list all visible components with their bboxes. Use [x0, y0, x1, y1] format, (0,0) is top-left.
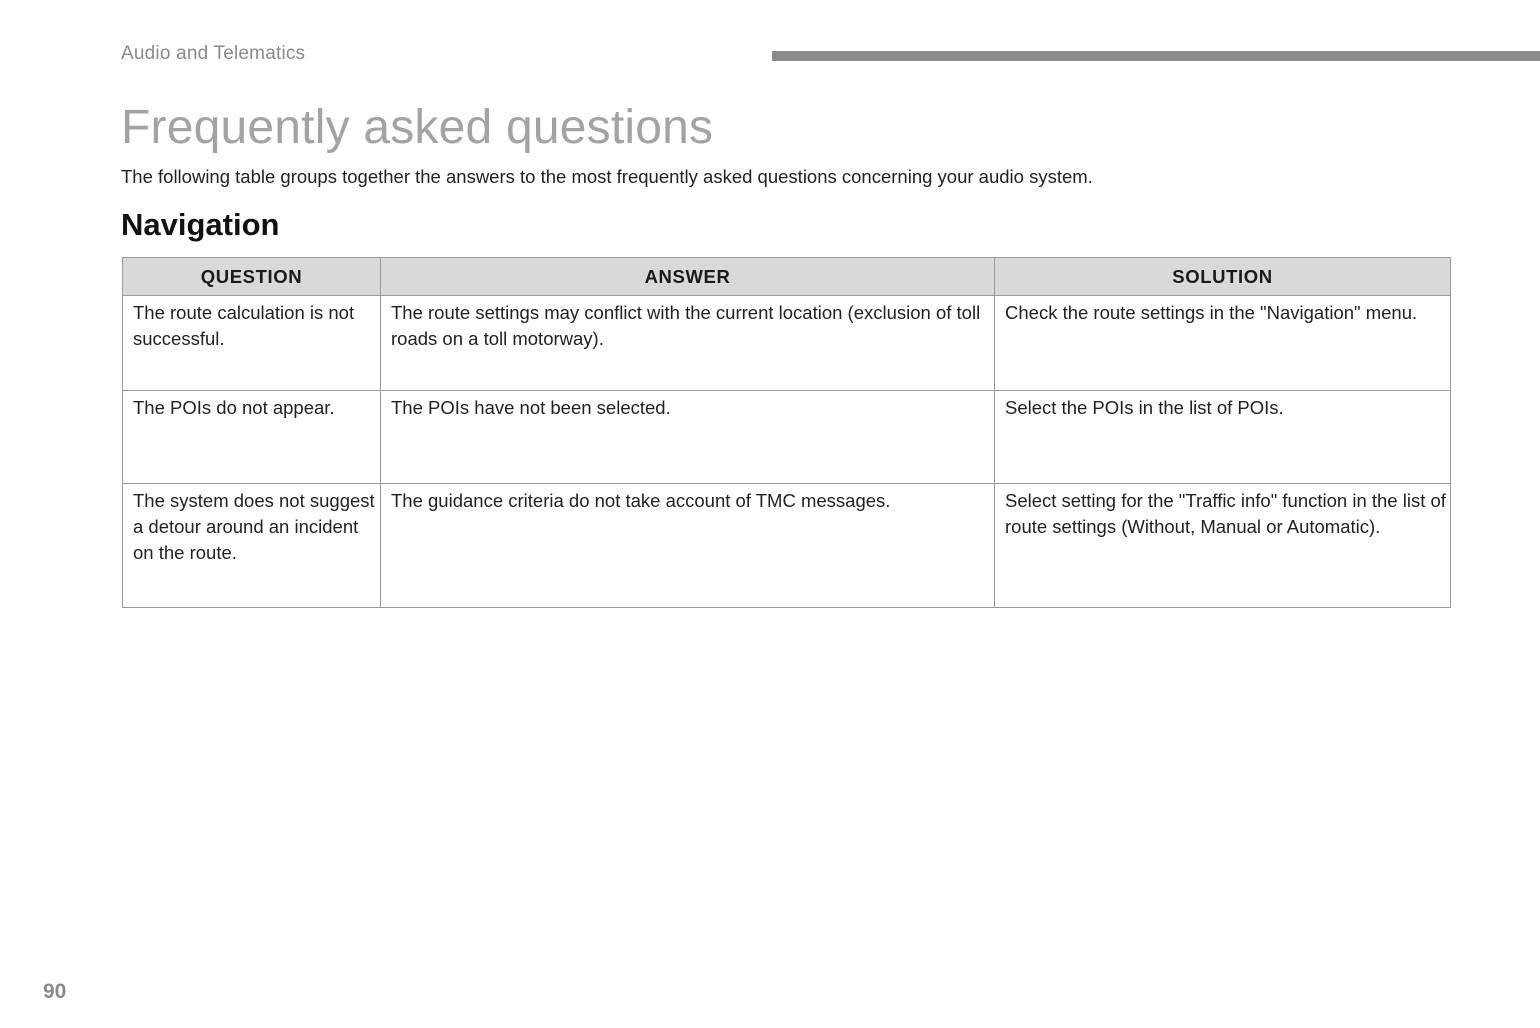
table-row [123, 296, 1451, 391]
table-row [123, 484, 1451, 608]
solution-cell: Select setting for the "Traffic info" function in the list of route settings (Without, Manual or Automatic). [995, 484, 1451, 608]
question-cell: The route calculation is not successful. [123, 296, 381, 391]
table-header-row [123, 258, 1451, 296]
column-header-question: QUESTION [123, 258, 381, 296]
column-header-solution: SOLUTION [995, 258, 1451, 296]
page-title: Frequently asked questions [121, 101, 714, 154]
answer-cell: The route settings may conflict with the current location (exclusion of toll roads on a toll motorway). [381, 296, 995, 391]
table-row [123, 391, 1451, 484]
intro-text: The following table groups together the answers to the most frequently asked questions concerning your audio system. [121, 166, 1093, 187]
column-header-answer: ANSWER [381, 258, 995, 296]
solution-cell: Select the POIs in the list of POIs. [995, 391, 1451, 484]
answer-cell: The guidance criteria do not take account of TMC messages. [381, 484, 995, 608]
page-number: 90 [43, 980, 67, 1003]
answer-cell: The POIs have not been selected. [381, 391, 995, 484]
section-heading: Navigation [121, 207, 280, 242]
header-bar [772, 51, 1540, 61]
question-cell: The POIs do not appear. [123, 391, 381, 484]
faq-table [122, 257, 1451, 608]
question-cell: The system does not suggest a detour around an incident on the route. [123, 484, 381, 608]
section-label: Audio and Telematics [121, 43, 306, 64]
solution-cell: Check the route settings in the "Navigation" menu. [995, 296, 1451, 391]
